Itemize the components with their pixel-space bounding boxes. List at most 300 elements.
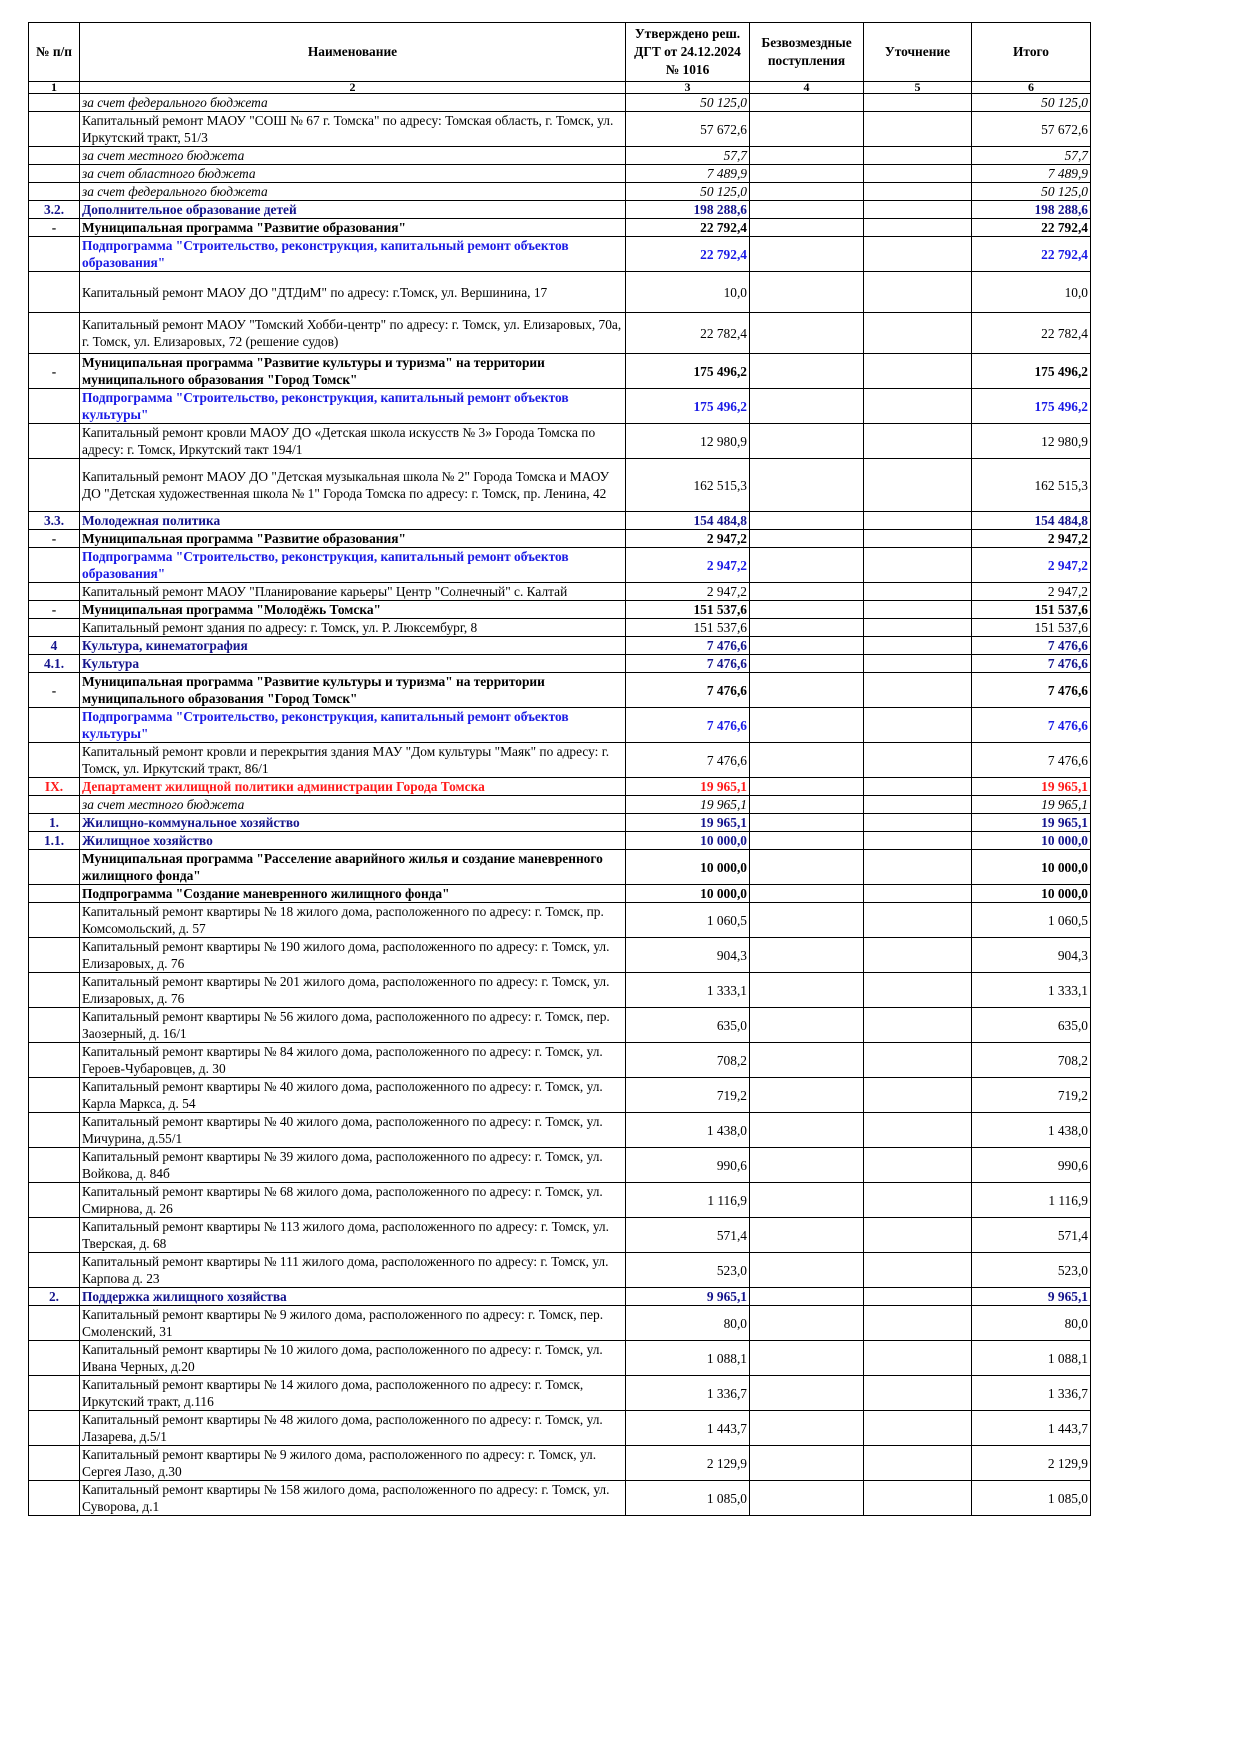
cell-clarification [864, 1183, 972, 1218]
header-grants: Безвозмездные поступления [750, 23, 864, 82]
table-row [29, 183, 1091, 201]
table-row [29, 512, 1091, 530]
cell-name: Дополнительное образование детей [80, 201, 626, 219]
cell-no [29, 548, 80, 583]
cell-grants [750, 548, 864, 583]
cell-total: 1 116,9 [972, 1183, 1091, 1218]
cell-name: Культура, кинематография [80, 637, 626, 655]
cell-total: 57,7 [972, 147, 1091, 165]
cell-grants [750, 1288, 864, 1306]
table-row [29, 548, 1091, 583]
cell-grants [750, 165, 864, 183]
table-row [29, 938, 1091, 973]
cell-clarification [864, 548, 972, 583]
table-row [29, 832, 1091, 850]
cell-clarification [864, 778, 972, 796]
cell-total: 154 484,8 [972, 512, 1091, 530]
cell-total: 2 129,9 [972, 1446, 1091, 1481]
table-row [29, 1306, 1091, 1341]
cell-approved: 198 288,6 [626, 201, 750, 219]
cell-no: - [29, 673, 80, 708]
cell-approved: 904,3 [626, 938, 750, 973]
cell-approved: 7 476,6 [626, 743, 750, 778]
table-row [29, 796, 1091, 814]
cell-clarification [864, 1288, 972, 1306]
cell-clarification [864, 424, 972, 459]
cell-name: Муниципальная программа "Развитие культуры и туризма" на территории муниципального образования "Город Томск" [80, 673, 626, 708]
table-row [29, 673, 1091, 708]
cell-total: 12 980,9 [972, 424, 1091, 459]
cell-total: 1 336,7 [972, 1376, 1091, 1411]
cell-clarification [864, 1218, 972, 1253]
cell-no [29, 1446, 80, 1481]
cell-approved: 1 088,1 [626, 1341, 750, 1376]
cell-grants [750, 903, 864, 938]
cell-approved: 57,7 [626, 147, 750, 165]
cell-name: Капитальный ремонт квартиры № 18 жилого дома, расположенного по адресу: г. Томск, пр. Комсомольский, д. 57 [80, 903, 626, 938]
table-row [29, 1341, 1091, 1376]
cell-clarification [864, 1008, 972, 1043]
cell-clarification [864, 530, 972, 548]
cell-no [29, 147, 80, 165]
table-row [29, 619, 1091, 637]
table-row [29, 708, 1091, 743]
cell-grants [750, 1376, 864, 1411]
cell-total: 523,0 [972, 1253, 1091, 1288]
table-row [29, 201, 1091, 219]
cell-grants [750, 424, 864, 459]
cell-approved: 19 965,1 [626, 814, 750, 832]
cell-grants [750, 272, 864, 313]
cell-grants [750, 1043, 864, 1078]
cell-grants [750, 601, 864, 619]
cell-name: Капитальный ремонт МАОУ "Планирование карьеры" Центр "Солнечный" с. Калтай [80, 583, 626, 601]
cell-grants [750, 237, 864, 272]
table-row [29, 1113, 1091, 1148]
cell-grants [750, 743, 864, 778]
header-no: № п/п [29, 23, 80, 82]
table-body [29, 94, 1091, 1516]
cell-clarification [864, 903, 972, 938]
cell-clarification [864, 1043, 972, 1078]
table-row [29, 903, 1091, 938]
cell-total: 719,2 [972, 1078, 1091, 1113]
cell-name: Капитальный ремонт квартиры № 48 жилого дома, расположенного по адресу: г. Томск, ул. Лазарева, д.5/1 [80, 1411, 626, 1446]
table-row [29, 313, 1091, 354]
cell-grants [750, 219, 864, 237]
cell-grants [750, 94, 864, 112]
cell-clarification [864, 183, 972, 201]
cell-total: 2 947,2 [972, 583, 1091, 601]
table-row [29, 237, 1091, 272]
cell-no [29, 112, 80, 147]
table-row [29, 1078, 1091, 1113]
cell-name: за счет областного бюджета [80, 165, 626, 183]
cell-name: Подпрограмма "Строительство, реконструкция, капитальный ремонт объектов культуры" [80, 708, 626, 743]
cell-approved: 10 000,0 [626, 885, 750, 903]
table-row [29, 354, 1091, 389]
cell-no [29, 708, 80, 743]
cell-no: - [29, 354, 80, 389]
cell-clarification [864, 796, 972, 814]
cell-total: 175 496,2 [972, 389, 1091, 424]
cell-clarification [864, 885, 972, 903]
cell-approved: 57 672,6 [626, 112, 750, 147]
cell-grants [750, 619, 864, 637]
cell-approved: 7 489,9 [626, 165, 750, 183]
cell-grants [750, 313, 864, 354]
cell-name: Поддержка жилищного хозяйства [80, 1288, 626, 1306]
cell-total: 22 782,4 [972, 313, 1091, 354]
cell-approved: 50 125,0 [626, 183, 750, 201]
cell-clarification [864, 272, 972, 313]
cell-grants [750, 512, 864, 530]
cell-name: Департамент жилищной политики администрации Города Томска [80, 778, 626, 796]
cell-name: Жилищное хозяйство [80, 832, 626, 850]
cell-approved: 19 965,1 [626, 778, 750, 796]
cell-grants [750, 796, 864, 814]
cell-approved: 708,2 [626, 1043, 750, 1078]
cell-total: 175 496,2 [972, 354, 1091, 389]
cell-no: 1. [29, 814, 80, 832]
cell-name: Капитальный ремонт квартиры № 39 жилого дома, расположенного по адресу: г. Томск, ул. Войкова, д. 84б [80, 1148, 626, 1183]
cell-approved: 571,4 [626, 1218, 750, 1253]
cell-clarification [864, 354, 972, 389]
cell-total: 571,4 [972, 1218, 1091, 1253]
cell-grants [750, 708, 864, 743]
cell-grants [750, 1411, 864, 1446]
cell-grants [750, 1341, 864, 1376]
cell-grants [750, 147, 864, 165]
cell-no: 1.1. [29, 832, 80, 850]
cell-no: IX. [29, 778, 80, 796]
table-row [29, 1218, 1091, 1253]
table-row [29, 1288, 1091, 1306]
cell-name: Подпрограмма "Строительство, реконструкция, капитальный ремонт объектов культуры" [80, 389, 626, 424]
cell-total: 9 965,1 [972, 1288, 1091, 1306]
table-row [29, 219, 1091, 237]
cell-name: Подпрограмма "Строительство, реконструкция, капитальный ремонт объектов образования" [80, 237, 626, 272]
cell-approved: 10 000,0 [626, 850, 750, 885]
cell-no [29, 1183, 80, 1218]
cell-clarification [864, 1481, 972, 1516]
cell-total: 7 476,6 [972, 708, 1091, 743]
cell-no [29, 424, 80, 459]
cell-no: - [29, 219, 80, 237]
cell-name: Капитальный ремонт МАОУ "Томский Хобби-центр" по адресу: г. Томск, ул. Елизаровых, 70а, г. Томск, ул. Елизаровых, 72 (решение судов) [80, 313, 626, 354]
cell-name: Муниципальная программа "Молодёжь Томска" [80, 601, 626, 619]
table-row [29, 1008, 1091, 1043]
column-number: 3 [626, 82, 750, 94]
cell-total: 22 792,4 [972, 219, 1091, 237]
cell-name: Капитальный ремонт квартиры № 113 жилого дома, расположенного по адресу: г. Томск, ул. Тверская, д. 68 [80, 1218, 626, 1253]
cell-name: Капитальный ремонт квартиры № 9 жилого дома, расположенного по адресу: г. Томск, пер. Смоленский, 31 [80, 1306, 626, 1341]
table-row [29, 743, 1091, 778]
cell-no [29, 973, 80, 1008]
table-row [29, 637, 1091, 655]
table-row [29, 424, 1091, 459]
cell-total: 904,3 [972, 938, 1091, 973]
cell-grants [750, 938, 864, 973]
cell-total: 1 438,0 [972, 1113, 1091, 1148]
cell-approved: 80,0 [626, 1306, 750, 1341]
cell-no [29, 1043, 80, 1078]
cell-grants [750, 1148, 864, 1183]
cell-name: Муниципальная программа "Развитие образования" [80, 219, 626, 237]
cell-name: за счет федерального бюджета [80, 94, 626, 112]
cell-name: Капитальный ремонт квартиры № 111 жилого дома, расположенного по адресу: г. Томск, ул. Карпова д. 23 [80, 1253, 626, 1288]
cell-clarification [864, 673, 972, 708]
cell-no [29, 583, 80, 601]
cell-approved: 162 515,3 [626, 459, 750, 512]
cell-no [29, 237, 80, 272]
cell-grants [750, 389, 864, 424]
cell-approved: 10,0 [626, 272, 750, 313]
cell-name: Капитальный ремонт квартиры № 40 жилого дома, расположенного по адресу: г. Томск, ул. Карла Маркса, д. 54 [80, 1078, 626, 1113]
cell-no [29, 903, 80, 938]
cell-no [29, 272, 80, 313]
cell-no [29, 459, 80, 512]
cell-grants [750, 459, 864, 512]
table-row [29, 147, 1091, 165]
cell-name: Капитальный ремонт квартиры № 10 жилого дома, расположенного по адресу: г. Томск, ул. Ивана Черных, д.20 [80, 1341, 626, 1376]
cell-approved: 523,0 [626, 1253, 750, 1288]
cell-name: Капитальный ремонт квартиры № 9 жилого дома, расположенного по адресу: г. Томск, ул. Сергея Лазо, д.30 [80, 1446, 626, 1481]
cell-clarification [864, 112, 972, 147]
table-row [29, 530, 1091, 548]
column-number-row [29, 82, 1091, 94]
cell-total: 19 965,1 [972, 796, 1091, 814]
cell-no [29, 743, 80, 778]
table-row [29, 94, 1091, 112]
cell-total: 7 476,6 [972, 673, 1091, 708]
cell-approved: 7 476,6 [626, 637, 750, 655]
cell-no [29, 1078, 80, 1113]
cell-clarification [864, 743, 972, 778]
cell-approved: 19 965,1 [626, 796, 750, 814]
cell-approved: 22 792,4 [626, 237, 750, 272]
cell-total: 151 537,6 [972, 601, 1091, 619]
cell-total: 990,6 [972, 1148, 1091, 1183]
cell-grants [750, 778, 864, 796]
cell-clarification [864, 1341, 972, 1376]
cell-clarification [864, 1376, 972, 1411]
cell-approved: 990,6 [626, 1148, 750, 1183]
cell-no: 4 [29, 637, 80, 655]
cell-no: 2. [29, 1288, 80, 1306]
cell-no [29, 313, 80, 354]
table-row [29, 583, 1091, 601]
cell-name: Жилищно-коммунальное хозяйство [80, 814, 626, 832]
cell-name: Капитальный ремонт квартиры № 14 жилого дома, расположенного по адресу: г. Томск, Иркутский тракт, д.116 [80, 1376, 626, 1411]
cell-clarification [864, 147, 972, 165]
cell-total: 10 000,0 [972, 850, 1091, 885]
cell-grants [750, 112, 864, 147]
cell-name: Капитальный ремонт МАОУ ДО "ДТДиМ" по адресу: г.Томск, ул. Вершинина, 17 [80, 272, 626, 313]
cell-name: Муниципальная программа "Расселение аварийного жилья и создание маневренного жилищного фонда" [80, 850, 626, 885]
cell-approved: 175 496,2 [626, 354, 750, 389]
cell-approved: 719,2 [626, 1078, 750, 1113]
table-row [29, 814, 1091, 832]
cell-grants [750, 201, 864, 219]
table-row [29, 885, 1091, 903]
cell-approved: 1 438,0 [626, 1113, 750, 1148]
cell-approved: 1 333,1 [626, 973, 750, 1008]
cell-grants [750, 814, 864, 832]
table-row [29, 165, 1091, 183]
cell-approved: 151 537,6 [626, 619, 750, 637]
table-header-row [29, 23, 1091, 82]
cell-clarification [864, 201, 972, 219]
cell-no [29, 1411, 80, 1446]
cell-name: Капитальный ремонт МАОУ "СОШ № 67 г. Томска" по адресу: Томская область, г. Томск, ул. Иркутский тракт, 51/3 [80, 112, 626, 147]
cell-clarification [864, 601, 972, 619]
cell-clarification [864, 637, 972, 655]
cell-name: Капитальный ремонт квартиры № 84 жилого дома, расположенного по адресу: г. Томск, ул. Героев-Чубаровцев, д. 30 [80, 1043, 626, 1078]
cell-no [29, 938, 80, 973]
cell-clarification [864, 814, 972, 832]
cell-no: 3.3. [29, 512, 80, 530]
cell-approved: 7 476,6 [626, 708, 750, 743]
cell-clarification [864, 459, 972, 512]
cell-approved: 1 085,0 [626, 1481, 750, 1516]
cell-approved: 10 000,0 [626, 832, 750, 850]
cell-approved: 1 116,9 [626, 1183, 750, 1218]
cell-clarification [864, 219, 972, 237]
cell-total: 1 085,0 [972, 1481, 1091, 1516]
table-row [29, 1183, 1091, 1218]
cell-clarification [864, 1148, 972, 1183]
table-row [29, 112, 1091, 147]
cell-name: Подпрограмма "Создание маневренного жилищного фонда" [80, 885, 626, 903]
cell-approved: 50 125,0 [626, 94, 750, 112]
cell-approved: 635,0 [626, 1008, 750, 1043]
cell-grants [750, 850, 864, 885]
cell-total: 1 060,5 [972, 903, 1091, 938]
cell-clarification [864, 165, 972, 183]
cell-clarification [864, 1253, 972, 1288]
table-row [29, 1253, 1091, 1288]
cell-total: 7 489,9 [972, 165, 1091, 183]
cell-name: Капитальный ремонт МАОУ ДО "Детская музыкальная школа № 2" Города Томска и МАОУ ДО "Детская художественная школа № 1" Города Томска по адресу: г. Томск, пр. Ленина, 42 [80, 459, 626, 512]
cell-approved: 2 129,9 [626, 1446, 750, 1481]
cell-name: Капитальный ремонт здания по адресу: г. Томск, ул. Р. Люксембург, 8 [80, 619, 626, 637]
cell-clarification [864, 94, 972, 112]
cell-total: 7 476,6 [972, 655, 1091, 673]
cell-no [29, 1481, 80, 1516]
cell-name: Капитальный ремонт квартиры № 56 жилого дома, расположенного по адресу: г. Томск, пер. Заозерный, д. 16/1 [80, 1008, 626, 1043]
cell-approved: 2 947,2 [626, 583, 750, 601]
cell-total: 57 672,6 [972, 112, 1091, 147]
cell-approved: 2 947,2 [626, 548, 750, 583]
cell-total: 162 515,3 [972, 459, 1091, 512]
cell-grants [750, 673, 864, 708]
table-row [29, 778, 1091, 796]
cell-approved: 9 965,1 [626, 1288, 750, 1306]
cell-grants [750, 885, 864, 903]
column-number: 6 [972, 82, 1091, 94]
cell-approved: 175 496,2 [626, 389, 750, 424]
cell-clarification [864, 1411, 972, 1446]
cell-no [29, 1306, 80, 1341]
cell-total: 19 965,1 [972, 778, 1091, 796]
cell-total: 7 476,6 [972, 637, 1091, 655]
cell-name: за счет местного бюджета [80, 796, 626, 814]
cell-grants [750, 1446, 864, 1481]
cell-name: Капитальный ремонт кровли и перекрытия здания МАУ "Дом культуры "Маяк" по адресу: г. Томск, ул. Иркутский тракт, 86/1 [80, 743, 626, 778]
table-row [29, 459, 1091, 512]
cell-name: Муниципальная программа "Развитие образования" [80, 530, 626, 548]
cell-name: Капитальный ремонт квартиры № 201 жилого дома, расположенного по адресу: г. Томск, ул. Елизаровых, д. 76 [80, 973, 626, 1008]
budget-table [28, 22, 1091, 1516]
cell-no [29, 389, 80, 424]
cell-grants [750, 1218, 864, 1253]
table-row [29, 1411, 1091, 1446]
cell-grants [750, 1078, 864, 1113]
cell-name: Капитальный ремонт кровли МАОУ ДО «Детская школа искусств № 3» Города Томска по адресу: г. Томск, Иркутский такт 194/1 [80, 424, 626, 459]
cell-name: Культура [80, 655, 626, 673]
cell-no: - [29, 530, 80, 548]
column-number: 1 [29, 82, 80, 94]
cell-no [29, 619, 80, 637]
cell-grants [750, 973, 864, 1008]
cell-grants [750, 1183, 864, 1218]
cell-approved: 12 980,9 [626, 424, 750, 459]
cell-clarification [864, 973, 972, 1008]
cell-grants [750, 637, 864, 655]
cell-total: 1 443,7 [972, 1411, 1091, 1446]
table-row [29, 973, 1091, 1008]
cell-name: Муниципальная программа "Развитие культуры и туризма" на территории муниципального образования "Город Томск" [80, 354, 626, 389]
cell-approved: 2 947,2 [626, 530, 750, 548]
cell-no [29, 850, 80, 885]
cell-no: - [29, 601, 80, 619]
table-row [29, 1376, 1091, 1411]
cell-grants [750, 1008, 864, 1043]
cell-no [29, 183, 80, 201]
cell-no [29, 1008, 80, 1043]
cell-total: 10 000,0 [972, 885, 1091, 903]
cell-total: 7 476,6 [972, 743, 1091, 778]
cell-no [29, 1218, 80, 1253]
cell-total: 2 947,2 [972, 530, 1091, 548]
cell-clarification [864, 619, 972, 637]
cell-total: 19 965,1 [972, 814, 1091, 832]
table-row [29, 272, 1091, 313]
cell-clarification [864, 708, 972, 743]
cell-grants [750, 1481, 864, 1516]
cell-clarification [864, 583, 972, 601]
table-row [29, 601, 1091, 619]
cell-total: 1 333,1 [972, 973, 1091, 1008]
cell-no [29, 1253, 80, 1288]
cell-approved: 22 782,4 [626, 313, 750, 354]
cell-total: 50 125,0 [972, 94, 1091, 112]
cell-name: Молодежная политика [80, 512, 626, 530]
cell-no [29, 1113, 80, 1148]
cell-total: 198 288,6 [972, 201, 1091, 219]
cell-no: 4.1. [29, 655, 80, 673]
cell-name: Подпрограмма "Строительство, реконструкция, капитальный ремонт объектов образования" [80, 548, 626, 583]
cell-no [29, 165, 80, 183]
cell-clarification [864, 655, 972, 673]
table-row [29, 1148, 1091, 1183]
cell-clarification [864, 832, 972, 850]
cell-total: 10 000,0 [972, 832, 1091, 850]
cell-total: 50 125,0 [972, 183, 1091, 201]
cell-approved: 1 336,7 [626, 1376, 750, 1411]
cell-clarification [864, 1113, 972, 1148]
